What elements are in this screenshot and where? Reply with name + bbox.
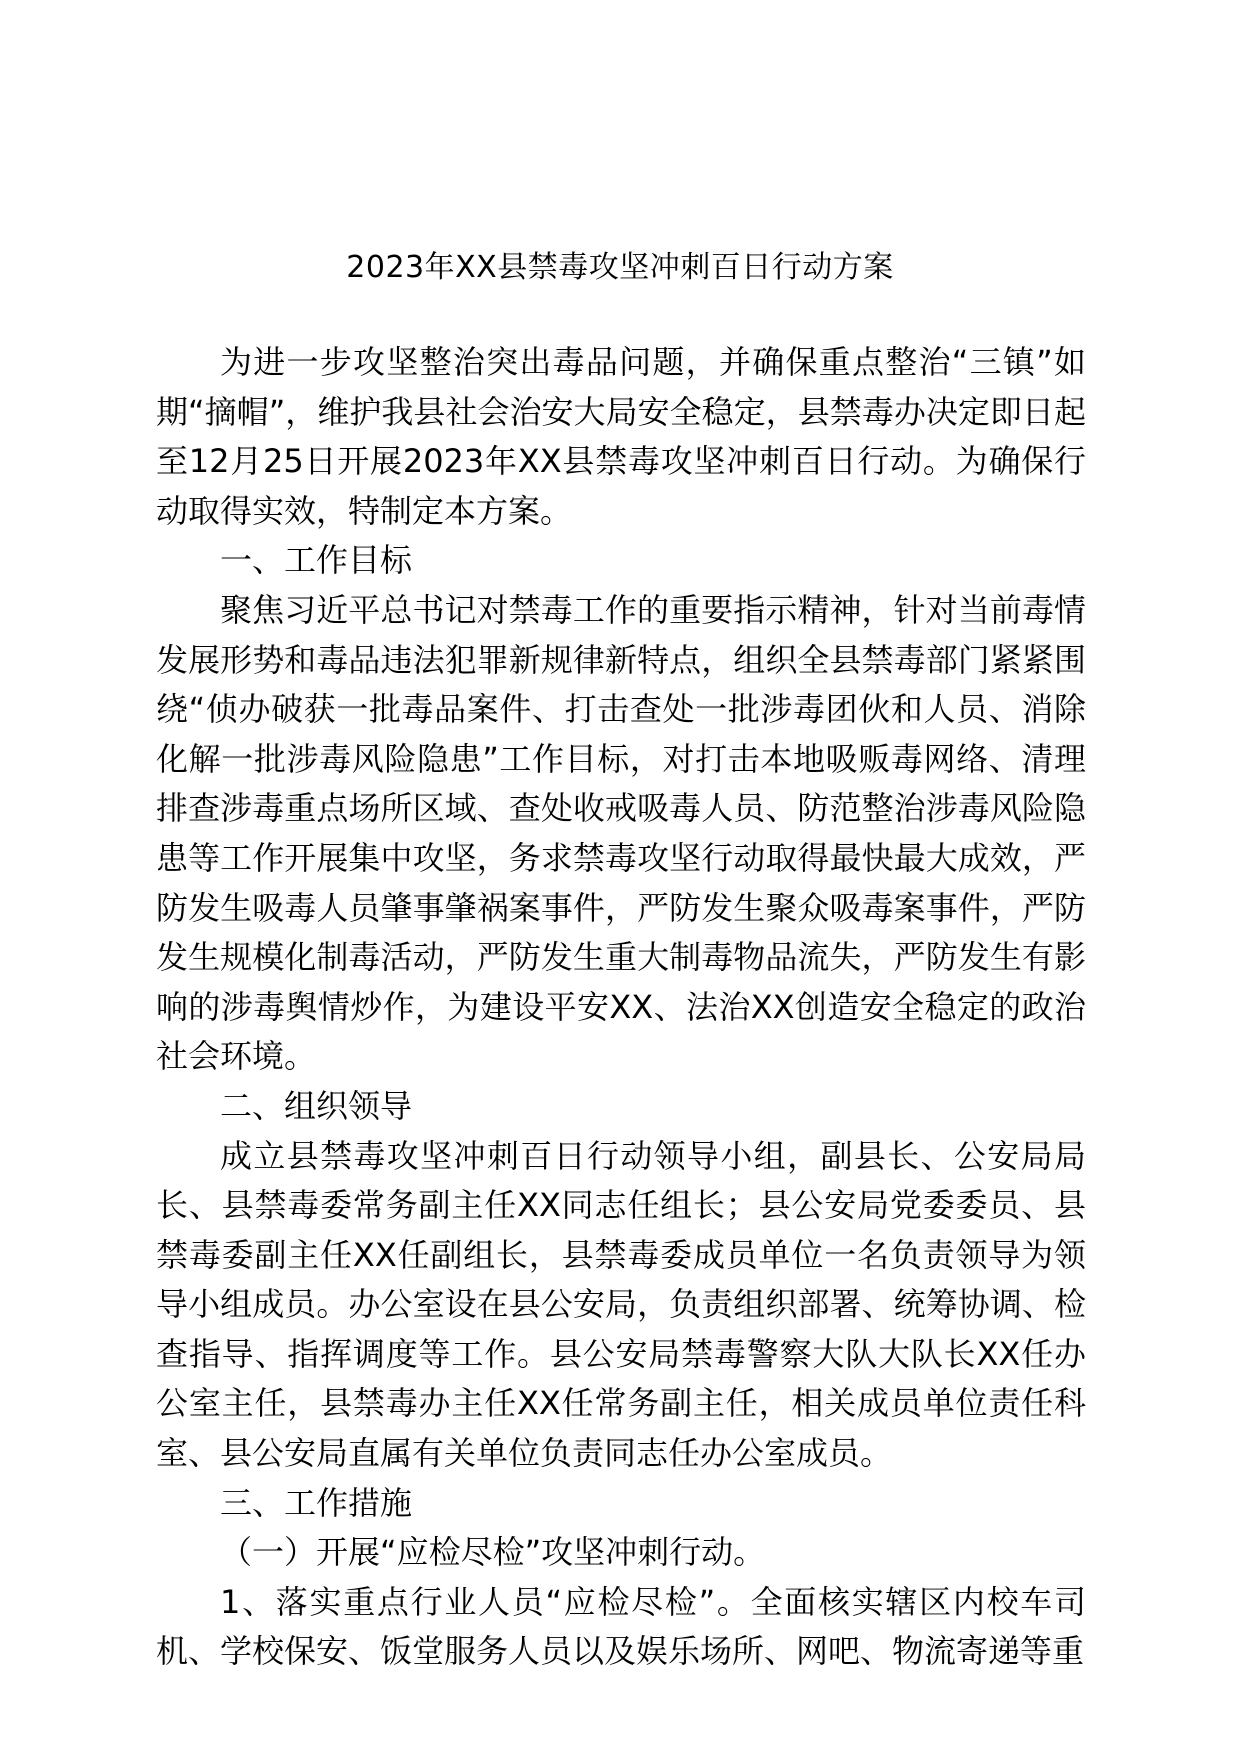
paragraph-organization-leadership: 成立县禁毒攻坚冲刺百日行动领导小组，副县长、公安局局长、县禁毒委常务副主任XX同志任组长；县公安局党委委员、县禁毒委副主任XX任副组长，县禁毒委成员单位一名负责领导为领导小组成员。办公室设在县公安局，负责组织部署、统筹协调、检查指导、指挥调度等工作。县公安局禁毒警察大队大队长XX任办公室主任，县禁毒办主任XX任常务副主任，相关成员单位责任科室、县公安局直属有关单位负责同志任办公室成员。 xyxy=(156,1136,1086,1473)
paragraph-key-industry-testing: 1、落实重点行业人员“应检尽检”。全面核实辖区内校车司机、学校保安、饭堂服务人员以及娱乐场所、网吧、物流寄递等重 xyxy=(156,1582,1086,1671)
heading-work-measures: 三、工作措施 xyxy=(220,1483,413,1522)
heading-work-goals: 一、工作目标 xyxy=(220,541,413,580)
heading-organization-leadership: 二、组织领导 xyxy=(220,1086,413,1125)
document-body xyxy=(156,338,1086,1677)
document-title: 2023年XX县禁毒攻坚冲刺百日行动方案 xyxy=(346,250,894,285)
paragraph-intro: 为进一步攻坚整治突出毒品问题，并确保重点整治“三镇”如期“摘帽”，维护我县社会治安大局安全稳定，县禁毒办决定即日起至12月25日开展2023年XX县禁毒攻坚冲刺百日行动。为确保行动取得实效，特制定本方案。 xyxy=(156,343,1086,530)
paragraph-work-goals: 聚焦习近平总书记对禁毒工作的重要指示精神，针对当前毒情发展形势和毒品违法犯罪新规律新特点，组织全县禁毒部门紧紧围绕“侦办破获一批毒品案件、打击查处一批涉毒团伙和人员、消除化解一批涉毒风险隐患”工作目标，对打击本地吸贩毒网络、清理排查涉毒重点场所区域、查处收戒吸毒人员、防范整治涉毒风险隐患等工作开展集中攻坚，务求禁毒攻坚行动取得最快最大成效，严防发生吸毒人员肇事肇祸案事件，严防发生聚众吸毒案事件，严防发生规模化制毒活动，严防发生重大制毒物品流失，严防发生有影响的涉毒舆情炒作，为建设平安XX、法治XX创造安全稳定的政治社会环境。 xyxy=(156,590,1086,1076)
subheading-testing-campaign: （一）开展“应检尽检”攻坚冲刺行动。 xyxy=(220,1533,766,1572)
